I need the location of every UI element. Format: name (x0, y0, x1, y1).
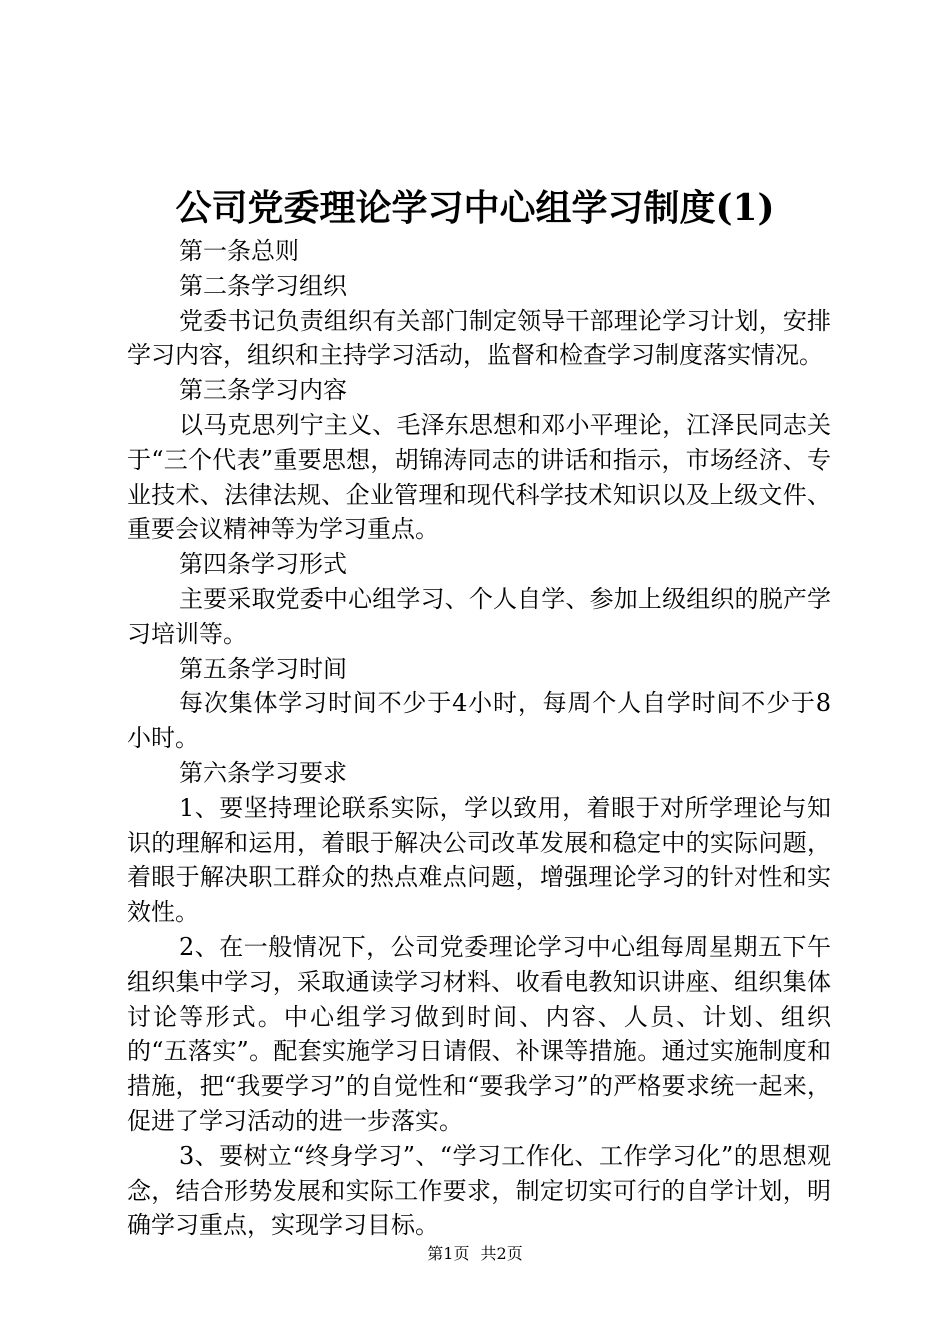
article-heading: 第一条总则 (179, 237, 299, 265)
page-footer (0, 1242, 950, 1266)
body-paragraph: 2、在一般情况下，公司党委理论学习中心组每周星期五下午组织集中学习，采取通读学习材料、收看电教知识讲座、组织集体讨论等形式。中心组学习做到时间、内容、人员、计划、组织的“五落实”。配套实施学习日请假、补课等措施。通过实施制度和措施，把“我要学习”的自觉性和“要我学习”的严格要求统一起来，促进了学习活动的进一步落实。 (127, 932, 831, 1135)
body-paragraph: 3、要树立“终身学习”、“学习工作化、工作学习化”的思想观念，结合形势发展和实际工作要求，制定切实可行的自学计划，明确学习重点，实现学习目标。 (127, 1141, 831, 1240)
body-paragraph: 党委书记负责组织有关部门制定领导干部理论学习计划，安排学习内容，组织和主持学习活动，监督和检查学习制度落实情况。 (127, 306, 831, 370)
article-heading: 第五条学习时间 (179, 654, 347, 683)
article-heading: 第四条学习形式 (179, 550, 347, 579)
article-heading: 第二条学习组织 (179, 271, 347, 300)
document-title: 公司党委理论学习中心组学习制度(1) (175, 187, 775, 229)
page-number: 第1页 (427, 1244, 470, 1263)
body-paragraph: 主要采取党委中心组学习、个人自学、参加上级组织的脱产学习培训等。 (127, 584, 831, 648)
article-heading: 第三条学习内容 (179, 376, 347, 405)
body-paragraph: 以马克思列宁主义、毛泽东思想和邓小平理论，江泽民同志关于“三个代表”重要思想，胡锦涛同志的讲话和指示，市场经济、专业技术、法律法规、企业管理和现代科学技术知识以及上级文件、重要会议精神等为学习重点。 (127, 410, 831, 544)
article-heading: 第六条学习要求 (179, 758, 347, 787)
document-body (127, 234, 831, 1243)
body-paragraph: 每次集体学习时间不少于4小时，每周个人自学时间不少于8小时。 (127, 689, 831, 753)
page-total: 共2页 (480, 1244, 523, 1263)
body-paragraph: 1、要坚持理论联系实际，学以致用，着眼于对所学理论与知识的理解和运用，着眼于解决公司改革发展和稳定中的实际问题，着眼于解决职工群众的热点难点问题，增强理论学习的针对性和实效性。 (127, 793, 831, 927)
